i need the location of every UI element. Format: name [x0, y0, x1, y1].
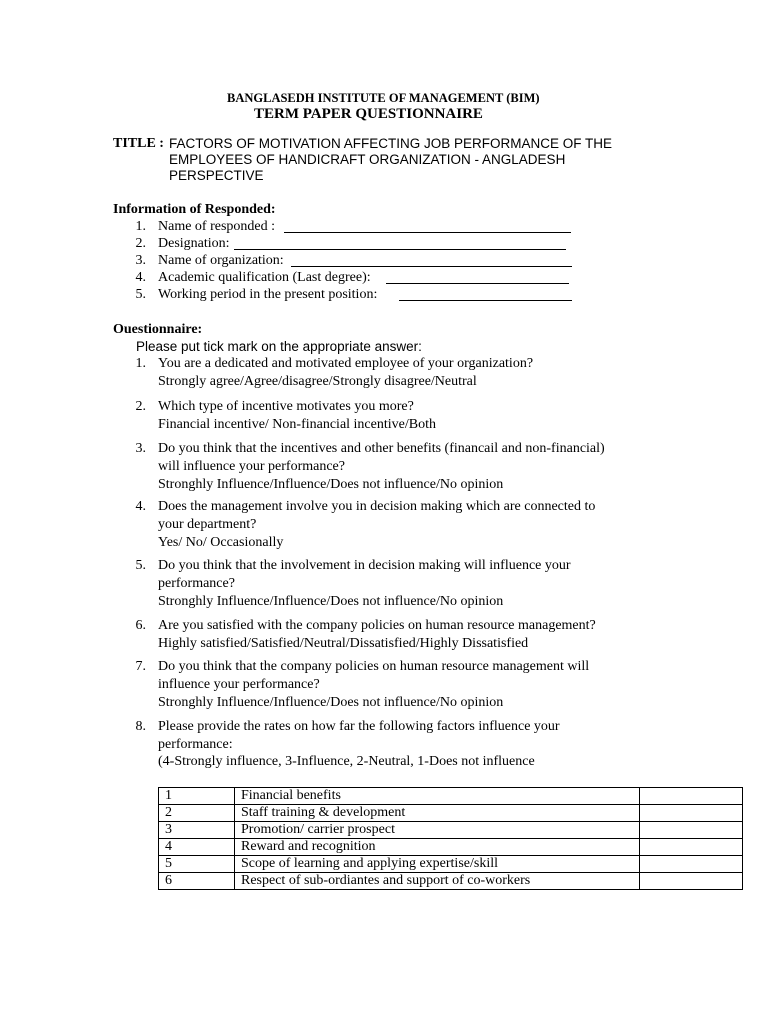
question-text: You are a dedicated and motivated employee of your organization? — [158, 356, 534, 371]
title-line: FACTORS OF MOTIVATION AFFECTING JOB PERFORMANCE OF THE — [169, 136, 613, 151]
document-subtitle: TERM PAPER QUESTIONNAIRE — [254, 106, 483, 122]
question-text: Which type of incentive motivates you more? — [158, 399, 414, 414]
row-number: 2 — [159, 805, 235, 822]
factor-name: Promotion/ carrier prospect — [235, 822, 640, 839]
question-number: 6. — [135, 618, 146, 633]
answer-options[interactable]: Strongly agree/Agree/disagree/Strongly disagree/Neutral — [158, 374, 477, 389]
info-item — [126, 253, 586, 270]
question-number: 3. — [135, 441, 146, 456]
table-row — [159, 839, 743, 856]
factor-name: Staff training & development — [235, 805, 640, 822]
working-period-field[interactable] — [399, 288, 572, 301]
name-of-responded-field[interactable] — [284, 220, 571, 233]
question-number: 2. — [135, 399, 146, 414]
question-text: Do you think that the involvement in decision making will influence your — [158, 558, 571, 573]
row-number: 5 — [159, 856, 235, 873]
question-text: performance? — [158, 576, 235, 591]
question-text: Please provide the rates on how far the following factors influence your — [158, 719, 560, 734]
info-item-number: 3. — [135, 253, 146, 268]
answer-options[interactable]: Highly satisfied/Satisfied/Neutral/Dissatisfied/Highly Dissatisfied — [158, 636, 529, 651]
question-number: 1. — [135, 356, 146, 371]
rating-cell[interactable] — [640, 805, 743, 822]
academic-qualification-field[interactable] — [386, 271, 569, 284]
question-number: 8. — [135, 719, 146, 734]
info-item — [126, 287, 586, 304]
table-row — [159, 805, 743, 822]
row-number: 4 — [159, 839, 235, 856]
answer-options[interactable]: Financial incentive/ Non-financial incentive/Both — [158, 417, 436, 432]
name-of-organization-field[interactable] — [291, 254, 572, 267]
table-row — [159, 788, 743, 805]
info-item-label: Name of organization: — [158, 253, 284, 268]
info-item — [126, 270, 586, 287]
rating-cell[interactable] — [640, 839, 743, 856]
factor-name: Respect of sub-ordiantes and support of co-workers — [235, 873, 640, 890]
table-row — [159, 856, 743, 873]
questionnaire-instruction: Please put tick mark on the appropriate answer: — [136, 339, 422, 354]
info-item — [126, 219, 586, 236]
table-row — [159, 873, 743, 890]
info-item-number: 4. — [135, 270, 146, 285]
question-text: will influence your performance? — [158, 459, 345, 474]
answer-options[interactable]: Stronghly Influence/Influence/Does not influence/No opinion — [158, 594, 504, 609]
question-text: Does the management involve you in decision making which are connected to — [158, 499, 596, 514]
info-heading: Information of Responded: — [113, 202, 276, 217]
title-line: PERSPECTIVE — [169, 168, 264, 183]
question-text: Do you think that the company policies on human resource management will — [158, 659, 590, 674]
row-number: 6 — [159, 873, 235, 890]
question-number: 5. — [135, 558, 146, 573]
factor-name: Reward and recognition — [235, 839, 640, 856]
question-number: 4. — [135, 499, 146, 514]
info-item-label: Working period in the present position: — [158, 287, 378, 302]
answer-options[interactable]: Stronghly Influence/Influence/Does not influence/No opinion — [158, 695, 504, 710]
info-item-number: 1. — [135, 219, 146, 234]
rating-cell[interactable] — [640, 873, 743, 890]
factor-name: Scope of learning and applying expertise/skill — [235, 856, 640, 873]
info-item-number: 5. — [135, 287, 146, 302]
question-text: performance: — [158, 737, 233, 752]
answer-options[interactable]: Stronghly Influence/Influence/Does not influence/No opinion — [158, 477, 504, 492]
info-item — [126, 236, 586, 253]
rating-cell[interactable] — [640, 822, 743, 839]
table-row — [159, 822, 743, 839]
info-item-label: Name of responded : — [158, 219, 276, 234]
institute-name: BANGLASEDH INSTITUTE OF MANAGEMENT (BIM) — [227, 91, 540, 105]
rating-cell[interactable] — [640, 856, 743, 873]
question-text: Are you satisfied with the company policies on human resource management? — [158, 618, 596, 633]
factor-name: Financial benefits — [235, 788, 640, 805]
info-item-label: Academic qualification (Last degree): — [158, 270, 371, 285]
info-item-label: Designation: — [158, 236, 230, 251]
title-label: TITLE : — [113, 136, 164, 151]
row-number: 1 — [159, 788, 235, 805]
question-text: influence your performance? — [158, 677, 320, 692]
question-number: 7. — [135, 659, 146, 674]
title-line: EMPLOYEES OF HANDICRAFT ORGANIZATION - ANGLADESH — [169, 152, 566, 167]
row-number: 3 — [159, 822, 235, 839]
rating-scale-legend: (4-Strongly influence, 3-Influence, 2-Neutral, 1-Does not influence — [158, 754, 535, 769]
designation-field[interactable] — [234, 237, 566, 250]
question-text: Do you think that the incentives and other benefits (financail and non-financial) — [158, 441, 605, 456]
questionnaire-heading: Ouestionnaire: — [113, 322, 203, 337]
rating-cell[interactable] — [640, 788, 743, 805]
question-text: your department? — [158, 517, 257, 532]
answer-options[interactable]: Yes/ No/ Occasionally — [158, 535, 284, 550]
info-item-number: 2. — [135, 236, 146, 251]
factors-rating-table — [158, 787, 743, 890]
